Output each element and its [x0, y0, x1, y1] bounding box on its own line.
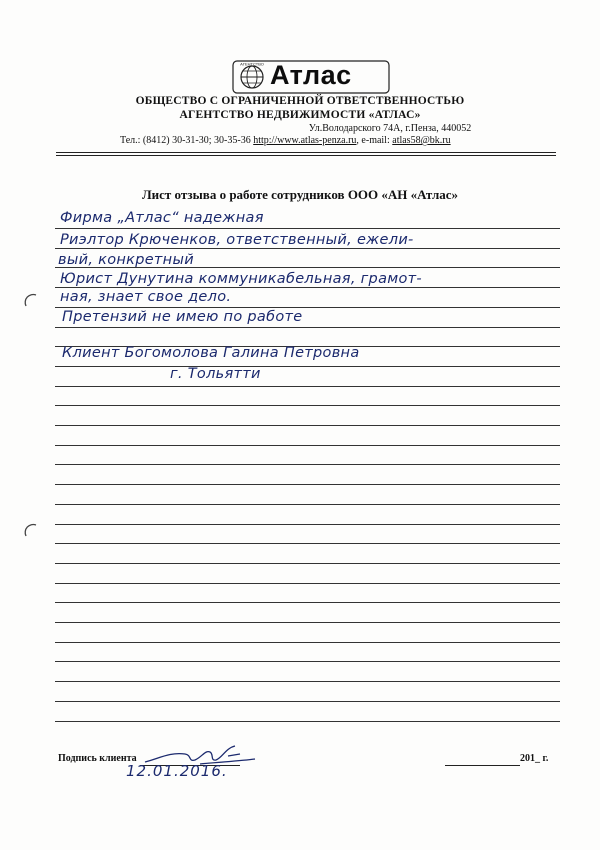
ruled-line — [55, 464, 560, 465]
ruled-line — [55, 366, 560, 367]
logo-seal-text: АГЕНТСТВО — [240, 61, 264, 67]
ruled-line — [55, 327, 560, 328]
ruled-line — [55, 287, 560, 288]
handwritten-line: Фирма „Атлас“ надежная — [60, 210, 264, 226]
ruled-line — [55, 543, 560, 544]
form-title: Лист отзыва о работе сотрудников ООО «АН «Атлас» — [141, 187, 459, 202]
org-name-line2: АГЕНТСТВО НЕДВИЖИМОСТИ «АТЛАС» — [179, 109, 421, 121]
ruled-line — [55, 721, 560, 722]
org-name-line1: ОБЩЕСТВО С ОГРАНИЧЕННОЙ ОТВЕТСТВЕННОСТЬЮ — [135, 95, 465, 107]
org-website-link: http://www.atlas-penza.ru — [253, 135, 357, 146]
header-divider-top — [56, 152, 556, 153]
org-contacts — [120, 135, 540, 146]
signature-date: 12.01.2016. — [126, 762, 228, 780]
org-email-label: , e-mail: — [356, 135, 390, 146]
ruled-line — [55, 602, 560, 603]
ruled-line — [55, 386, 560, 387]
org-address: Ул.Володарского 74А, г.Пенза, 440052 — [308, 123, 472, 134]
handwritten-line: г. Тольятти — [170, 366, 261, 382]
ruled-line — [55, 307, 560, 308]
ruled-line — [55, 228, 560, 229]
ruled-line — [55, 504, 560, 505]
org-email-link: atlas58@bk.ru — [392, 135, 451, 146]
handwritten-line: Клиент Богомолова Галина Петровна — [62, 345, 360, 361]
ruled-line — [55, 681, 560, 682]
org-phone: Тел.: (8412) 30-31-30; 30-35-36 — [120, 135, 251, 146]
handwritten-line: Риэлтор Крюченков, ответственный, ежели- — [60, 232, 414, 248]
logo-text: Атлас — [270, 60, 352, 90]
ruled-line — [55, 425, 560, 426]
handwritten-line: ная, знает свое дело. — [60, 289, 232, 305]
punch-hole-icon — [22, 522, 40, 540]
ruled-line — [55, 583, 560, 584]
header-divider-bottom — [56, 155, 556, 156]
ruled-line — [55, 405, 560, 406]
year-suffix: 201_ г. — [520, 753, 549, 764]
punch-hole-icon — [22, 292, 40, 310]
date-line — [445, 765, 520, 766]
ruled-line — [55, 701, 560, 702]
handwritten-line: Юрист Дунутина коммуникабельная, грамот- — [60, 271, 422, 287]
signature-label: Подпись клиента — [58, 753, 137, 764]
ruled-line — [55, 661, 560, 662]
ruled-lines — [55, 228, 560, 748]
ruled-line — [55, 524, 560, 525]
ruled-line — [55, 642, 560, 643]
ruled-line — [55, 622, 560, 623]
ruled-line — [55, 484, 560, 485]
ruled-line — [55, 563, 560, 564]
handwritten-line: Претензий не имею по работе — [62, 309, 303, 325]
handwritten-line: вый, конкретный — [58, 252, 194, 268]
ruled-line — [55, 445, 560, 446]
